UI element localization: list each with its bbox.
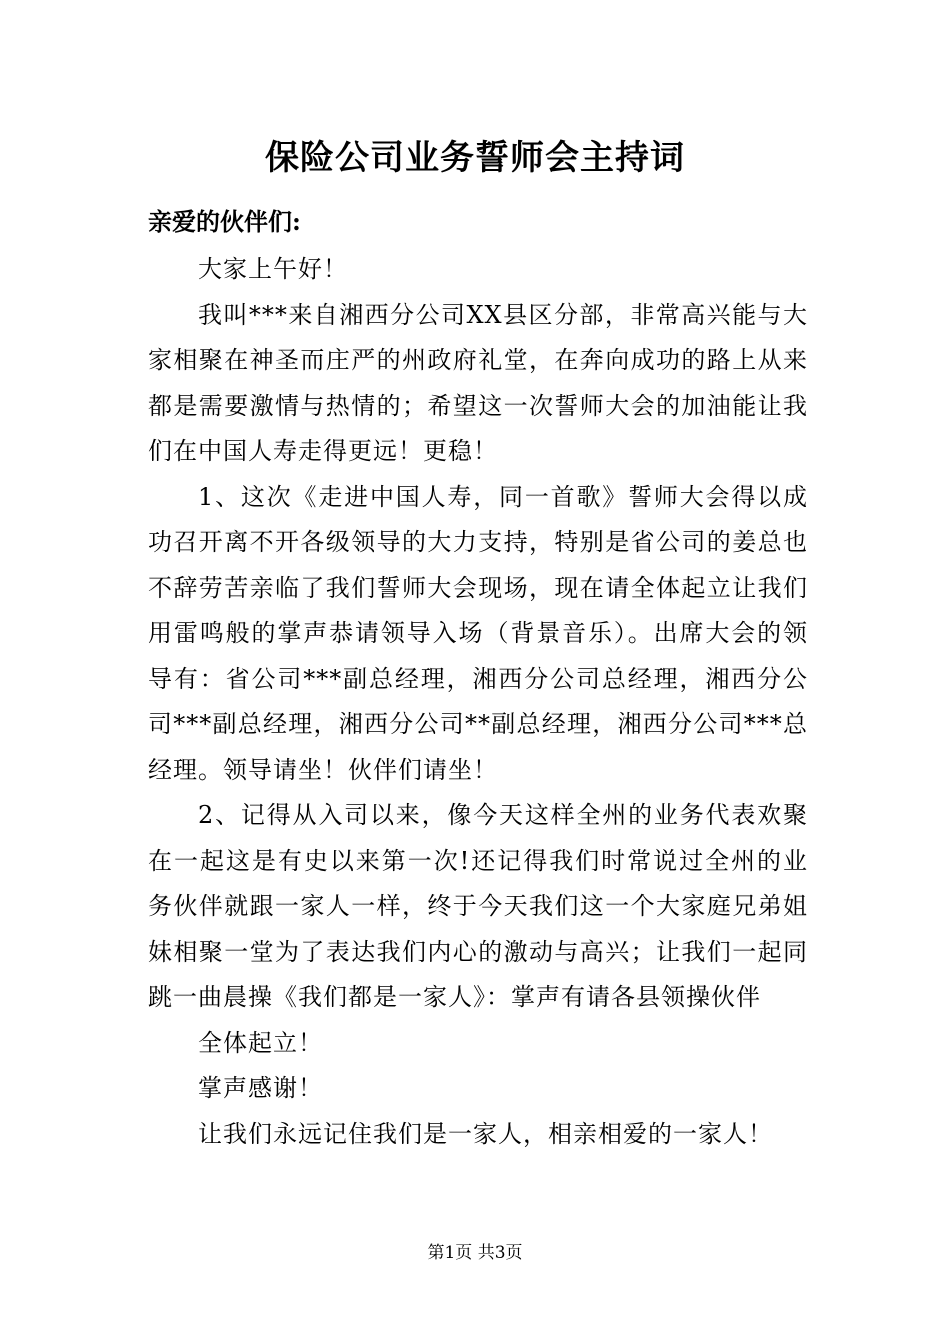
- page-number: 第1页 共3页: [427, 1243, 523, 1263]
- document-title: 保险公司业务誓师会主持词: [265, 138, 685, 178]
- paragraph-introduction: 我叫***来自湘西分公司XX县区分部，非常高兴能与大家相聚在神圣而庄严的州政府礼堂，在奔向成功的路上从来都是需要激情与热情的；希望这一次誓师大会的加油能让我们在中国人寿走得更远！更稳！: [148, 300, 808, 465]
- paragraph-applause: 掌声感谢！: [198, 1074, 323, 1102]
- paragraph-greeting: 大家上午好！: [198, 255, 348, 283]
- paragraph-stand-up: 全体起立！: [198, 1028, 323, 1057]
- document-body: [148, 247, 808, 1157]
- paragraph-leaders: 1、这次《走进中国人寿，同一首歌》誓师大会得以成功召开离不开各级领导的大力支持，特别是省公司的姜总也不辞劳苦亲临了我们誓师大会现场，现在请全体起立让我们用雷鸣般的掌声恭请领导入场（背景音乐）。出席大会的领导有：省公司***副总经理，湘西分公司总经理，湘西分公司***副总经理，湘西分公司**副总经理，湘西分公司***总经理。领导请坐！伙伴们请坐！: [148, 482, 808, 784]
- salutation: 亲爱的伙伴们:: [148, 207, 301, 236]
- paragraph-closing: 让我们永远记住我们是一家人，相亲相爱的一家人！: [198, 1119, 773, 1148]
- paragraph-morning-exercise: 2、记得从入司以来，像今天这样全州的业务代表欢聚在一起这是有史以来第一次!还记得我们时常说过全州的业务伙伴就跟一家人一样，终于今天我们这一个大家庭兄弟姐妹相聚一堂为了表达我们内心的激动与高兴；让我们一起同跳一曲晨操《我们都是一家人》：掌声有请各县领操伙伴: [148, 801, 808, 1011]
